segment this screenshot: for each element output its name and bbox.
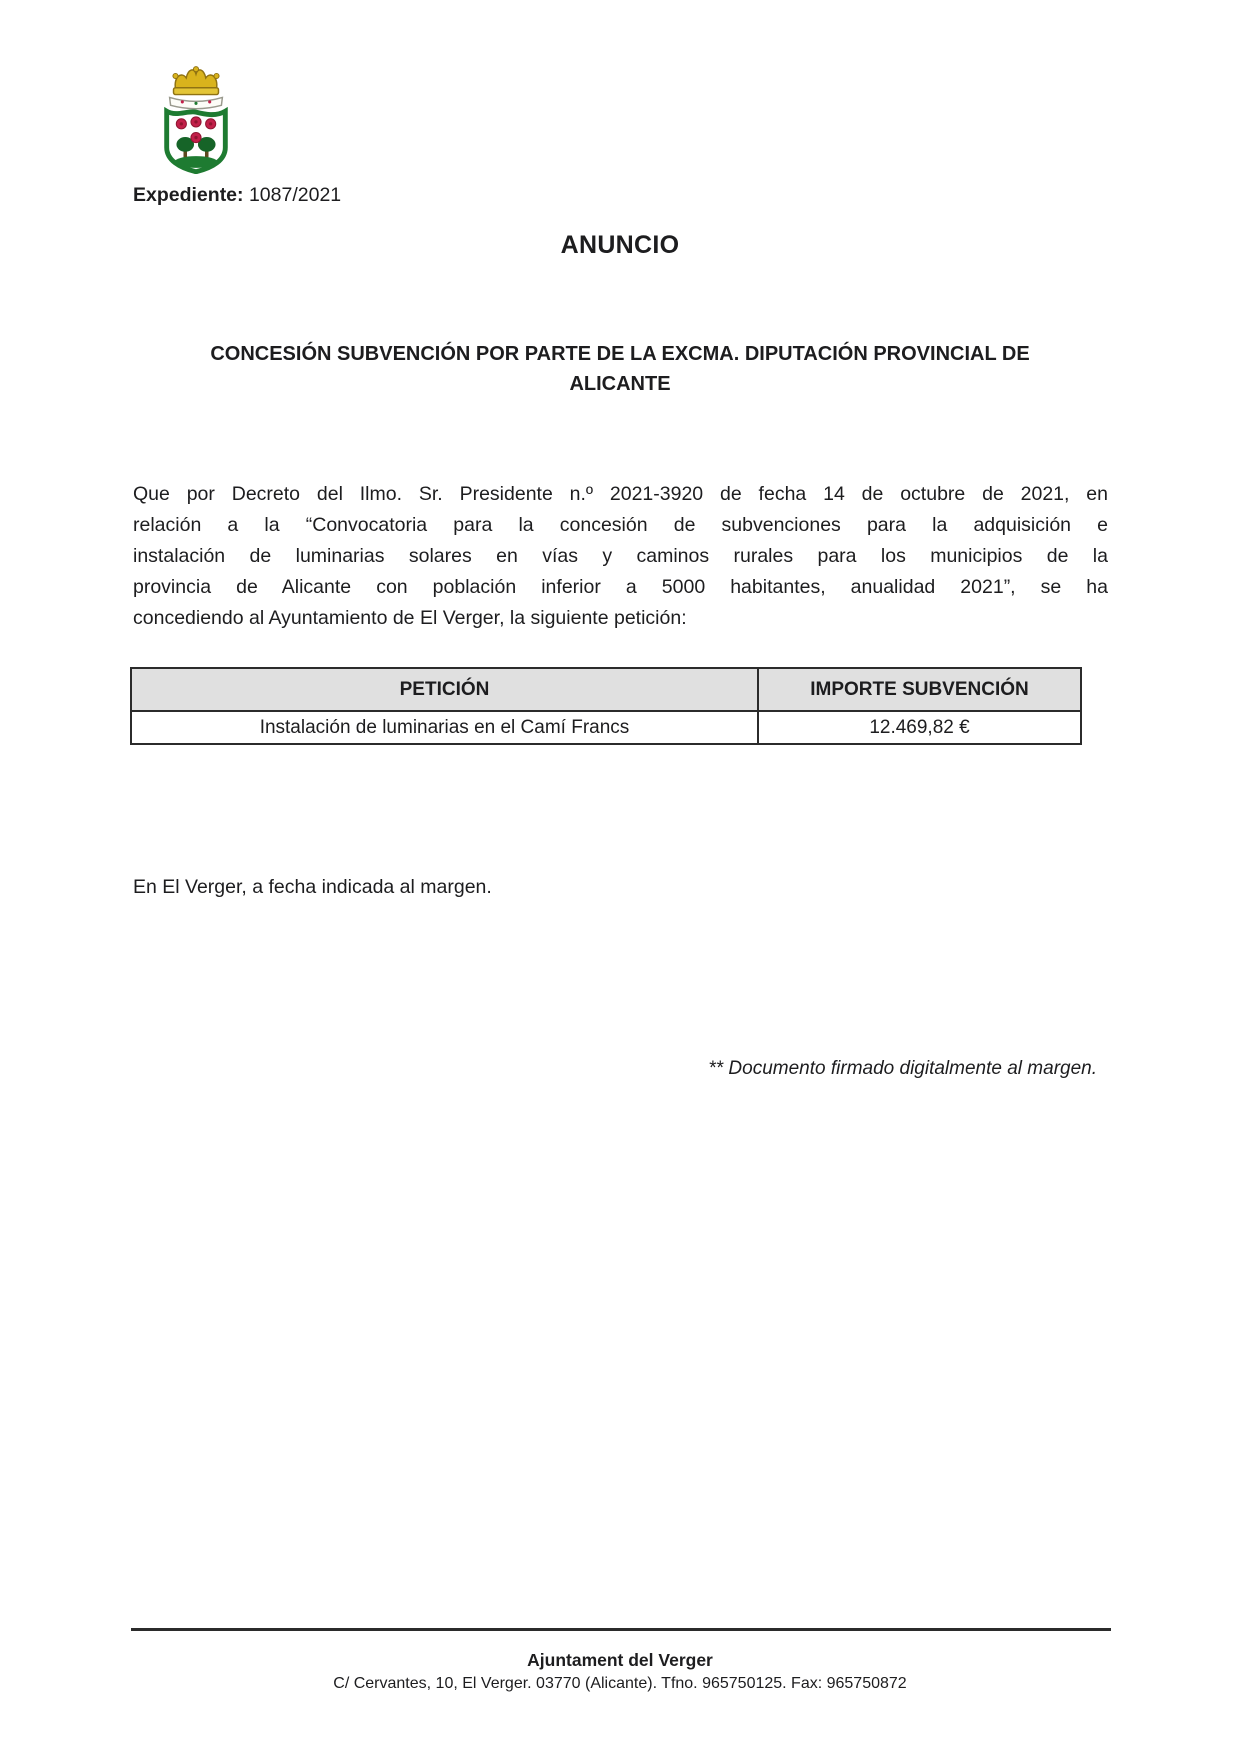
table-header-row	[131, 668, 1081, 711]
body-paragraph	[133, 479, 1108, 634]
expediente-line	[133, 184, 341, 207]
grant-table	[130, 667, 1082, 745]
expediente-value: 1087/2021	[248, 184, 342, 206]
footer-org-name: Ajuntament del Verger	[527, 1650, 713, 1670]
place-date-line: En El Verger, a fecha indicada al margen.	[133, 876, 492, 898]
paragraph-line: instalación de luminarias solares en vías y caminos rurales para los municipios de la	[133, 545, 1108, 567]
paragraph-line: concediendo al Ayuntamiento de El Verger, la siguiente petición:	[133, 607, 687, 629]
cell-peticion: Instalación de luminarias en el Camí Francs	[131, 711, 758, 744]
digital-signature-note: ** Documento firmado digitalmente al margen.	[708, 1058, 1097, 1079]
expediente-label: Expediente:	[133, 184, 244, 206]
column-header-peticion: PETICIÓN	[131, 668, 758, 711]
paragraph-line: Que por Decreto del Ilmo. Sr. Presidente n.º 2021-3920 de fecha 14 de octubre de 2021, en	[133, 483, 1108, 505]
page-title: ANUNCIO	[560, 231, 680, 259]
column-header-importe: IMPORTE SUBVENCIÓN	[758, 668, 1081, 711]
page-subtitle	[131, 339, 1109, 399]
subtitle-line-1: CONCESIÓN SUBVENCIÓN POR PARTE DE LA EXCMA. DIPUTACIÓN PROVINCIAL DE	[210, 343, 1030, 365]
paragraph-line: provincia de Alicante con población inferior a 5000 habitantes, anualidad 2021”, se ha	[133, 576, 1108, 598]
paragraph-line: relación a la “Convocatoria para la concesión de subvenciones para la adquisición e	[133, 514, 1108, 536]
table-row	[131, 711, 1081, 744]
footer-divider	[131, 1628, 1111, 1631]
coat-of-arms-icon	[153, 62, 239, 174]
cell-importe: 12.469,82 €	[758, 711, 1081, 744]
subtitle-line-2: ALICANTE	[569, 373, 671, 395]
footer-address: C/ Cervantes, 10, El Verger. 03770 (Alicante). Tfno. 965750125. Fax: 965750872	[333, 1675, 907, 1692]
